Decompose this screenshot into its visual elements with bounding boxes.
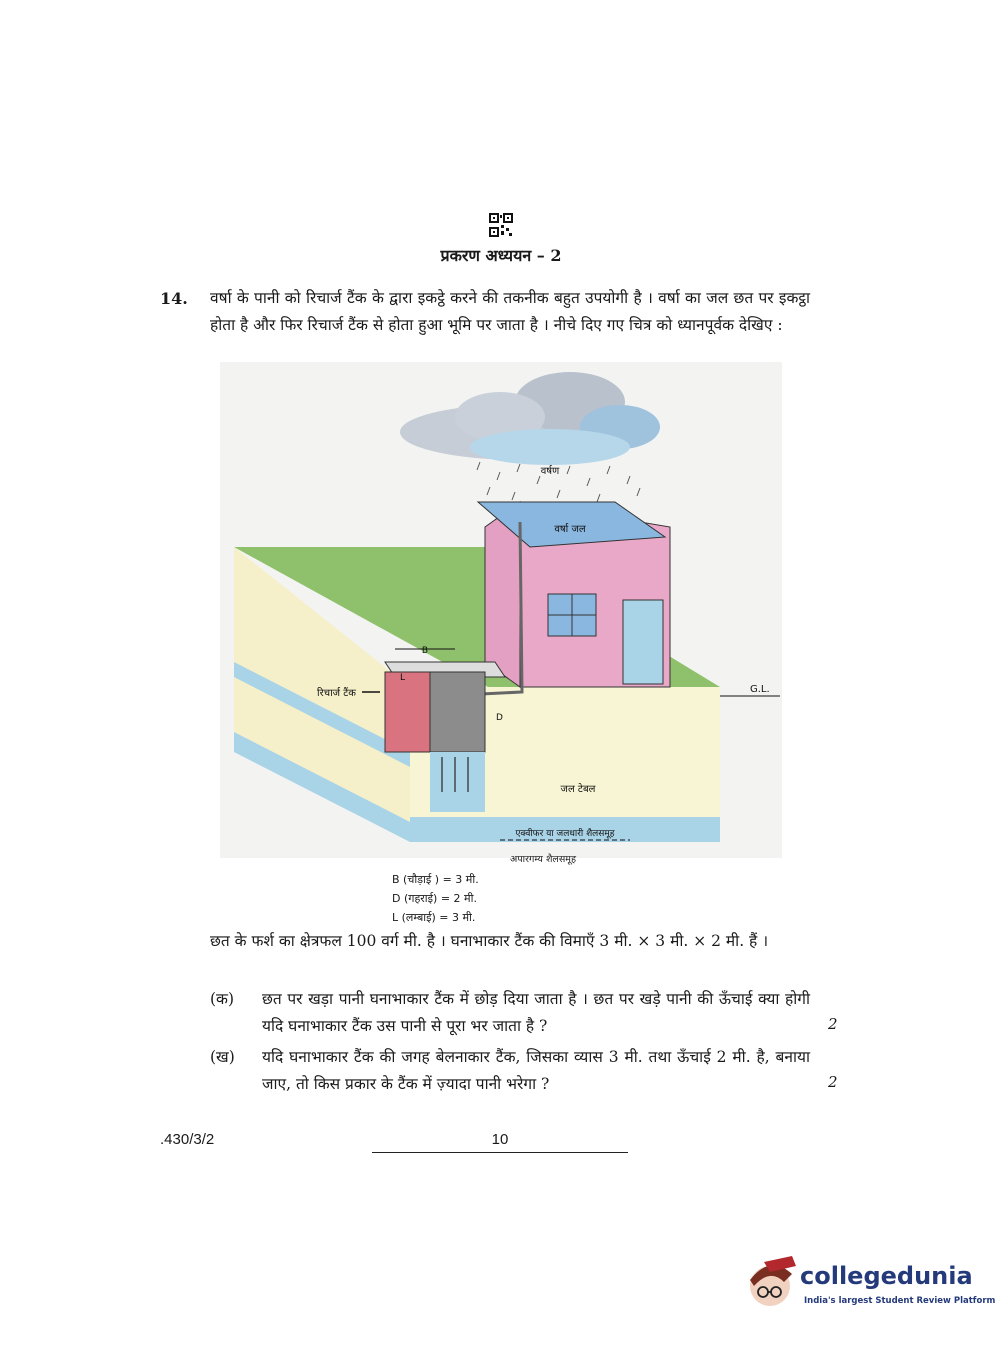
dimension-d: D (गहराई) = 2 मी. (392, 892, 477, 905)
sub-question-b-text: यदि घनाभाकार टैंक की जगह बेलनाकार टैंक, जिसका व्यास 3 मी. तथा ऊँचाई 2 मी. है, बनाया जाए, तो किस प्रकार के टैंक में ज़्यादा पानी भरेगा ? (262, 1048, 810, 1093)
label-rain: वर्षण (540, 466, 560, 477)
sub-question-a-marks: 2 (828, 1015, 838, 1033)
label-water-table: जल टेबल (560, 784, 596, 795)
sub-question-b-marks: 2 (828, 1073, 838, 1091)
label-d: D (496, 713, 503, 723)
dimension-l: L (लम्बाई) = 3 मी. (392, 911, 476, 924)
section-heading: प्रकरण अध्ययन – 2 (440, 246, 562, 265)
label-l: L (400, 673, 406, 683)
label-aquifer: एक्वीफर या जलधारी शैलसमूह (515, 829, 615, 839)
dimension-b: B (चौड़ाई ) = 3 मी. (392, 873, 479, 886)
sub-question-a-label: (क) (210, 990, 234, 1008)
logo-tagline: India's largest Student Review Platform (804, 1296, 996, 1306)
page-number: 10 (491, 1131, 509, 1148)
paper-code: .430/3/2 (160, 1131, 215, 1148)
label-impermeable-rock: अपारगम्य शैलसमूह (510, 854, 577, 865)
sub-question-b-label: (ख) (210, 1048, 235, 1066)
label-recharge-tank: रिचार्ज टैंक (317, 688, 356, 699)
label-rooftop-water: वर्षा जल (554, 524, 586, 535)
label-ground-level: G.L. (750, 684, 770, 695)
rain-water-harvesting-diagram (220, 362, 782, 858)
sub-question-a (210, 986, 810, 1042)
question-number: 14. (160, 289, 188, 308)
question-statement: छत के फर्श का क्षेत्रफल 100 वर्ग मी. है । घनाभाकार टैंक की विमाएँ 3 मी. × 3 मी. × 2 मी. हैं । (210, 932, 769, 950)
sub-question-a-text: छत पर खड़ा पानी घनाभाकार टैंक में छोड़ दिया जाता है । छत पर खड़े पानी की ऊँचाई क्या होगी यदि घनाभाकार टैंक उस पानी से पूरा भर जाता है ? (262, 990, 810, 1035)
question-intro: वर्षा के पानी को रिचार्ज टैंक के द्वारा इकट्ठे करने की तकनीक बहुत उपयोगी है । वर्षा का जल छत पर इकट्ठा होता है और फिर रिचार्ज टैंक से होता हुआ भूमि पर जाता है । नीचे दिए गए चित्र को ध्यानपूर्वक देखिए : (210, 289, 810, 334)
page-number-underline (372, 1152, 628, 1153)
logo-wordmark: collegedunia (800, 1262, 973, 1290)
qr-code-icon (489, 213, 513, 237)
dimension-list (392, 870, 479, 927)
sub-question-b (210, 1044, 810, 1100)
label-b: B (421, 646, 429, 656)
